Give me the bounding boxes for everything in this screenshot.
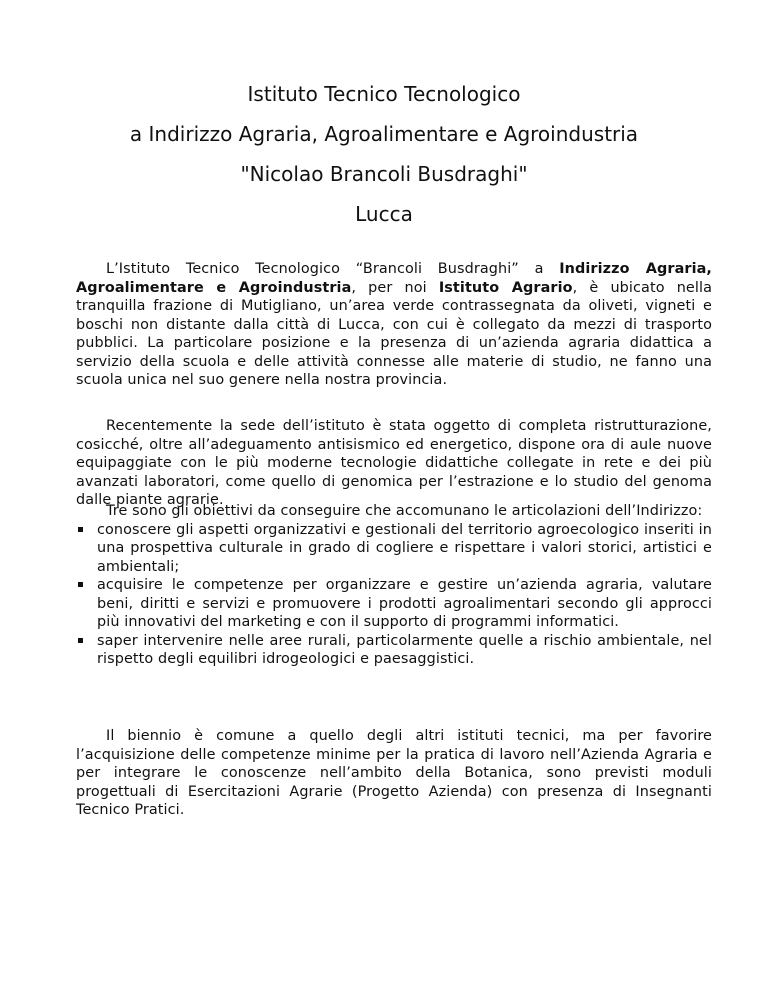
intro-text-part-3: , è ubicato nella tranquilla frazione di Mutigliano, un’area verde contrassegnata da oliveti, vigneti e boschi non distante dalla città di Lucca, con cui è collegato da mezzi di trasporto pubblici. La particolare posizione e la presenza di un’azienda agraria didattica a servizio della scuola e delle attività connesse alle materie di studio, ne fanno una scuola unica nel suo genere nella nostra provincia. <box>76 279 712 388</box>
school-specialization-title: a Indirizzo Agraria, Agroalimentare e Agroindustria <box>129 122 639 146</box>
school-type-title: Istituto Tecnico Tecnologico <box>247 82 521 106</box>
renovation-paragraph <box>76 417 712 510</box>
city-title: Lucca <box>355 202 413 226</box>
renovation-text: Recentemente la sede dell’istituto è stata oggetto di completa ristrutturazione, cosicché, oltre all’adeguamento antisismico ed energetico, dispone ora di aule nuove equipaggiate con le più moderne tecnologie didattiche collegate in rete e dei più avanzati laboratori, come quello di genomica per l’estrazione e lo studio del genoma dalle piante agrarie. <box>76 418 712 508</box>
objective-text: saper intervenire nelle aree rurali, particolarmente quelle a rischio ambientale, nel rispetto degli equilibri idrogeologici e paesaggistici. <box>97 632 712 667</box>
square-bullet-icon <box>78 638 83 643</box>
intro-text-part-1: L’Istituto Tecnico Tecnologico “Brancoli Busdraghi” a <box>106 261 560 277</box>
intro-bold-istituto-agrario: Istituto Agrario <box>438 279 573 296</box>
list-item <box>76 632 712 669</box>
intro-paragraph <box>76 260 712 390</box>
objectives-intro-text: Tre sono gli obiettivi da conseguire che accomunano le articolazioni dell’Indirizzo: <box>106 503 703 519</box>
square-bullet-icon <box>78 582 83 587</box>
biennio-text: Il biennio è comune a quello degli altri istituti tecnici, ma per favorire l’acquisizione delle competenze minime per la pratica di lavoro nell’Azienda Agraria e per integrare le conoscenze nell’ambito della Botanica, sono previsti moduli progettuali di Esercitazioni Agrarie (Progetto Azienda) con presenza di Insegnanti Tecnico Pratici. <box>76 728 712 818</box>
objectives-section <box>76 502 712 669</box>
objectives-list <box>76 521 712 669</box>
list-item <box>76 521 712 577</box>
school-name-title: "Nicolao Brancoli Busdraghi" <box>240 162 528 186</box>
objective-text: acquisire le competenze per organizzare e gestire un’azienda agraria, valutare beni, diritti e servizi e promuovere i prodotti agroalimentari secondo gli approcci più innovativi del marketing e con il supporto di programmi informatici. <box>97 577 712 630</box>
intro-text-part-2: , per noi <box>351 279 439 296</box>
objective-text: conoscere gli aspetti organizzativi e gestionali del territorio agroecologico inseriti in una prospettiva culturale in grado di cogliere e rispettare i valori storici, artistici e ambientali; <box>97 521 712 575</box>
intro-bold-specialization: Indirizzo Agraria, Agroalimentare e Agroindustria <box>76 261 712 296</box>
list-item <box>76 576 712 632</box>
intro-text <box>76 260 712 390</box>
biennio-paragraph <box>76 727 712 820</box>
square-bullet-icon <box>78 527 83 532</box>
